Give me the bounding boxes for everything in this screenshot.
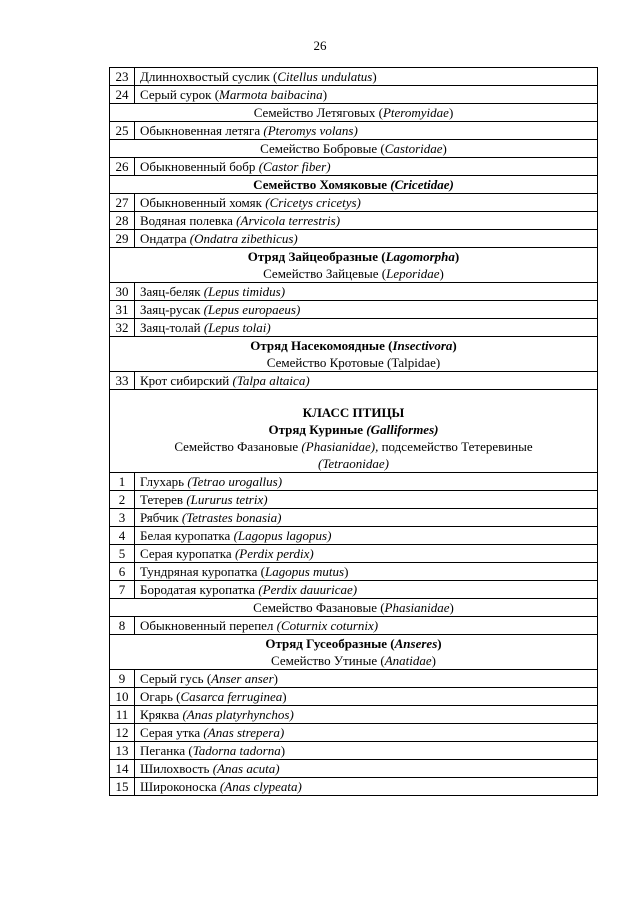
latin-name: (Lagopus lagopus) — [233, 528, 332, 543]
family-title: Семейство Фазановые (Phasianidae), подсемейство Тетеревиные — [174, 439, 533, 454]
latin-name: Tadorna tadorna — [192, 743, 281, 758]
row-number: 7 — [110, 581, 135, 599]
family-heading: Семейство Фазановые (Phasianidae) — [110, 599, 598, 617]
family-header-row — [110, 599, 598, 617]
row-number: 8 — [110, 617, 135, 635]
table-row — [110, 230, 598, 248]
row-number: 3 — [110, 509, 135, 527]
table-row — [110, 194, 598, 212]
latin-name: (Tetrastes bonasia) — [181, 510, 282, 525]
species-cell: Серая утка (Anas strepera) — [135, 724, 598, 742]
order-title: Отряд Зайцеобразные (Lagomorpha) — [247, 249, 460, 264]
family-heading: Семейство Хомяковые (Cricetidae) — [110, 176, 598, 194]
latin-name: (Perdix perdix) — [234, 546, 314, 561]
latin-name: (Perdix dauuricae) — [258, 582, 358, 597]
row-number: 5 — [110, 545, 135, 563]
table-row — [110, 545, 598, 563]
class-title: КЛАСС ПТИЦЫ — [302, 405, 405, 420]
row-number: 15 — [110, 778, 135, 796]
latin-name: Citellus undulatus — [277, 69, 373, 84]
species-cell: Заяц-беляк (Lepus timidus) — [135, 283, 598, 301]
row-number: 12 — [110, 724, 135, 742]
species-cell: Огарь (Casarca ferruginea) — [135, 688, 598, 706]
row-number: 14 — [110, 760, 135, 778]
table-row — [110, 372, 598, 390]
species-cell: Обыкновенный перепел (Coturnix coturnix) — [135, 617, 598, 635]
latin-name: (Anas clypeata) — [219, 779, 302, 794]
table-row — [110, 706, 598, 724]
latin-name: Anser anser — [211, 671, 274, 686]
latin-name: (Anas platyrhynchos) — [182, 707, 294, 722]
family-title: Семейство Зайцевые (Leporidae) — [263, 266, 444, 281]
row-number: 29 — [110, 230, 135, 248]
row-number: 10 — [110, 688, 135, 706]
row-number: 24 — [110, 86, 135, 104]
table-row — [110, 581, 598, 599]
latin-name: (Cricetys cricetys) — [265, 195, 361, 210]
row-number: 33 — [110, 372, 135, 390]
species-cell: Обыкновенный бобр (Castor fiber) — [135, 158, 598, 176]
row-number: 25 — [110, 122, 135, 140]
table-row — [110, 301, 598, 319]
row-number: 27 — [110, 194, 135, 212]
species-cell: Тетерев (Lururus tetrix) — [135, 491, 598, 509]
row-number: 13 — [110, 742, 135, 760]
family-title: Семейство Утиные (Anatidae) — [271, 653, 436, 668]
latin-name: (Lepus timidus) — [203, 284, 286, 299]
row-number: 28 — [110, 212, 135, 230]
order-heading — [110, 337, 598, 372]
table-row — [110, 86, 598, 104]
latin-name: (Ondatra zibethicus) — [189, 231, 298, 246]
table-row — [110, 473, 598, 491]
row-number: 1 — [110, 473, 135, 491]
species-cell: Шилохвость (Anas acuta) — [135, 760, 598, 778]
species-cell: Серый гусь (Anser anser) — [135, 670, 598, 688]
latin-name: (Lururus tetrix) — [186, 492, 268, 507]
family-title: Семейство Кротовые (Talpidae) — [266, 355, 441, 370]
table-row — [110, 742, 598, 760]
species-cell: Серая куропатка (Perdix perdix) — [135, 545, 598, 563]
table-row — [110, 319, 598, 337]
order-header-row — [110, 248, 598, 283]
table-row — [110, 760, 598, 778]
table-row — [110, 158, 598, 176]
order-heading — [110, 248, 598, 283]
species-cell: Широконоска (Anas clypeata) — [135, 778, 598, 796]
row-number: 32 — [110, 319, 135, 337]
family-heading: Семейство Летяговых (Pteromyidae) — [110, 104, 598, 122]
family-header-row — [110, 176, 598, 194]
species-cell: Белая куропатка (Lagopus lagopus) — [135, 527, 598, 545]
row-number: 6 — [110, 563, 135, 581]
latin-name: (Lepus tolai) — [203, 320, 271, 335]
species-cell: Тундряная куропатка (Lagopus mutus) — [135, 563, 598, 581]
row-number: 23 — [110, 68, 135, 86]
class-header-row — [110, 390, 598, 473]
table-row — [110, 509, 598, 527]
species-cell: Пеганка (Tadorna tadorna) — [135, 742, 598, 760]
latin-name: (Lepus europaeus) — [203, 302, 301, 317]
table-row — [110, 527, 598, 545]
species-cell: Заяц-русак (Lepus europaeus) — [135, 301, 598, 319]
family-header-row — [110, 140, 598, 158]
latin-name: (Anas acuta) — [212, 761, 280, 776]
order-title: Отряд Куриные (Galliformes) — [268, 422, 439, 437]
species-cell: Бородатая куропатка (Perdix dauuricae) — [135, 581, 598, 599]
latin-name: (Talpa altaica) — [232, 373, 310, 388]
species-cell: Заяц-толай (Lepus tolai) — [135, 319, 598, 337]
table-row — [110, 491, 598, 509]
table-row — [110, 670, 598, 688]
latin-name: (Tetrao urogallus) — [187, 474, 283, 489]
species-cell: Глухарь (Tetrao urogallus) — [135, 473, 598, 491]
species-cell: Серый сурок (Marmota baibacina) — [135, 86, 598, 104]
species-cell: Рябчик (Tetrastes bonasia) — [135, 509, 598, 527]
row-number: 30 — [110, 283, 135, 301]
latin-name: (Anas strepera) — [203, 725, 285, 740]
row-number: 31 — [110, 301, 135, 319]
table-row — [110, 68, 598, 86]
table-row — [110, 563, 598, 581]
row-number: 11 — [110, 706, 135, 724]
latin-name: Casarca ferruginea — [180, 689, 283, 704]
family-header-row — [110, 104, 598, 122]
latin-name: (Pteromys volans) — [263, 123, 358, 138]
order-heading — [110, 635, 598, 670]
order-header-row — [110, 635, 598, 670]
family-heading: Семейство Бобровые (Castoridae) — [110, 140, 598, 158]
latin-name: Marmota baibacina — [219, 87, 323, 102]
latin-name: (Arvicola terrestris) — [236, 213, 341, 228]
species-cell: Длиннохвостый суслик (Citellus undulatus) — [135, 68, 598, 86]
latin-name: (Castor fiber) — [258, 159, 331, 174]
species-cell: Крот сибирский (Talpa altaica) — [135, 372, 598, 390]
species-cell: Водяная полевка (Arvicola terrestris) — [135, 212, 598, 230]
latin-name: (Coturnix coturnix) — [276, 618, 379, 633]
class-heading — [110, 390, 598, 473]
species-cell: Кряква (Anas platyrhynchos) — [135, 706, 598, 724]
table-row — [110, 283, 598, 301]
species-cell: Обыкновенная летяга (Pteromys volans) — [135, 122, 598, 140]
latin-name: Lagopus mutus — [264, 564, 345, 579]
table-row — [110, 122, 598, 140]
row-number: 9 — [110, 670, 135, 688]
page-number: 26 — [313, 38, 327, 53]
species-table — [109, 67, 598, 796]
subfamily-latin: (Tetraonidae) — [317, 456, 390, 471]
species-cell: Обыкновенный хомяк (Cricetys cricetys) — [135, 194, 598, 212]
row-number: 2 — [110, 491, 135, 509]
order-header-row — [110, 337, 598, 372]
table-row — [110, 778, 598, 796]
row-number: 4 — [110, 527, 135, 545]
table-row — [110, 212, 598, 230]
order-title: Отряд Насекомоядные (Insectivora) — [250, 338, 457, 353]
order-title: Отряд Гусеобразные (Anseres) — [265, 636, 442, 651]
species-cell: Ондатра (Ondatra zibethicus) — [135, 230, 598, 248]
table-row — [110, 724, 598, 742]
row-number: 26 — [110, 158, 135, 176]
table-row — [110, 688, 598, 706]
table-row — [110, 617, 598, 635]
